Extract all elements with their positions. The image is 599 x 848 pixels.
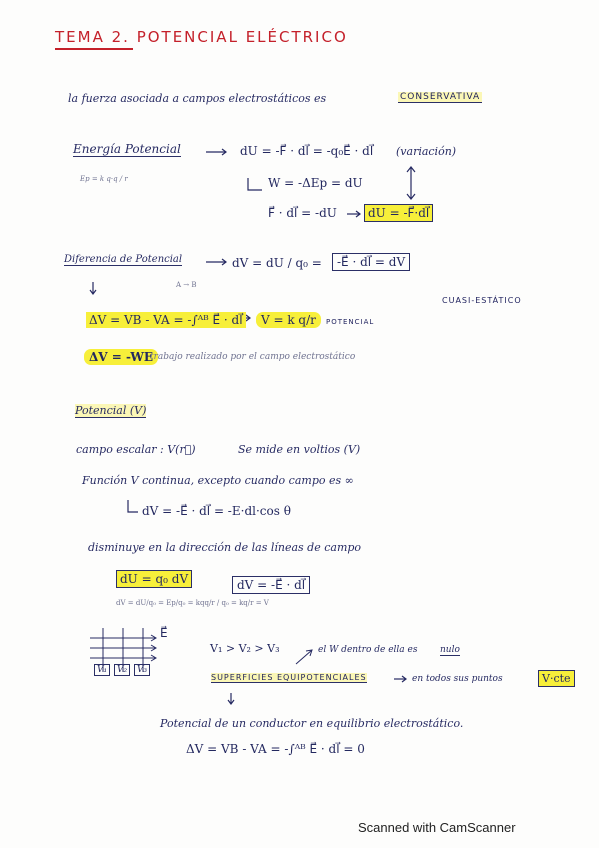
v2-label: V₂ [114,664,130,676]
potential-note: POTENCIAL [326,318,375,326]
bullet-voltios: Se mide en voltios (V) [238,443,361,456]
scanner-watermark: Scanned with CamScanner [358,820,516,835]
small-derivation: dV = dU/q₀ = Ep/q₀ = kqq/r / q₀ = kq/r = V [116,599,269,607]
work-note: trabajo realizado por el campo electrostático [150,352,356,362]
conductor-text: Potencial de un conductor en equilibrio electrostático. [160,717,464,730]
cuasi-estatico-label: CUASI-ESTÁTICO [442,296,522,305]
energia-boxed-eq: dU = -F⃗·dl⃗ [364,204,433,222]
work-zero-note: el W dentro de ella es [318,645,418,655]
superficies-note: en todos sus puntos [412,674,503,684]
diferencia-boxed-eq: -E⃗ · dl⃗ = dV [332,253,410,271]
v3-label: V₃ [134,664,150,676]
du-box: dU = q₀ dV [116,570,192,588]
energia-heading: Energía Potencial [73,142,181,156]
potential-formula: V = k q/r [256,312,321,328]
diferencia-eq1: dV = dU / q₀ = [232,256,322,270]
delta-v-eq: ΔV = VB - VA = -∫ᴬᴮ E⃗ · dl⃗ [86,312,246,328]
work-relation: ΔV = -WE [84,349,158,365]
v1-label: V₁ [94,664,110,676]
conductor-eq: ΔV = VB - VA = -∫ᴬᴮ E⃗ · dl⃗ = 0 [186,742,365,756]
energia-eq2: F⃗ · dl⃗ = -dU [268,206,337,220]
superficies-label: SUPERFICIES EQUIPOTENCIALES [211,673,367,682]
field-e-label: E⃗ [160,626,168,640]
work-eq: W = -ΔEp = dU [268,176,363,190]
bullet-continua-eq: dV = -E⃗ · dl⃗ = -E·dl·cos θ [142,504,291,518]
integration-limits: A → B [176,281,197,289]
ep-formula: Ep = k q·q / r [80,175,128,183]
bullet-disminuye: disminuye en la dirección de las líneas de campo [88,541,362,554]
intro-text: la fuerza asociada a campos electrostáticos es [68,92,327,105]
diferencia-heading: Diferencia de Potencial [64,254,183,265]
vcte-box: V·cte [538,670,575,687]
potencial-heading: Potencial (V) [75,404,147,417]
title-underline [55,48,133,50]
v-order: V₁ > V₂ > V₃ [210,642,280,655]
energia-note: (variación) [396,145,457,158]
bullet-campo-escalar: campo escalar : V(r⃗) [76,443,196,456]
energia-eq1: dU = -F⃗ · dl⃗ = -q₀E⃗ · dl⃗ [240,144,374,158]
bullet-continua: Función V continua, excepto cuando campo es ∞ [82,474,354,487]
dv-box: dV = -E⃗ · dl⃗ [232,576,310,594]
conservativa-label: CONSERVATIVA [400,92,481,102]
nulo-label: nulo [440,645,460,655]
page-title: TEMA 2. POTENCIAL ELÉCTRICO [55,28,348,46]
